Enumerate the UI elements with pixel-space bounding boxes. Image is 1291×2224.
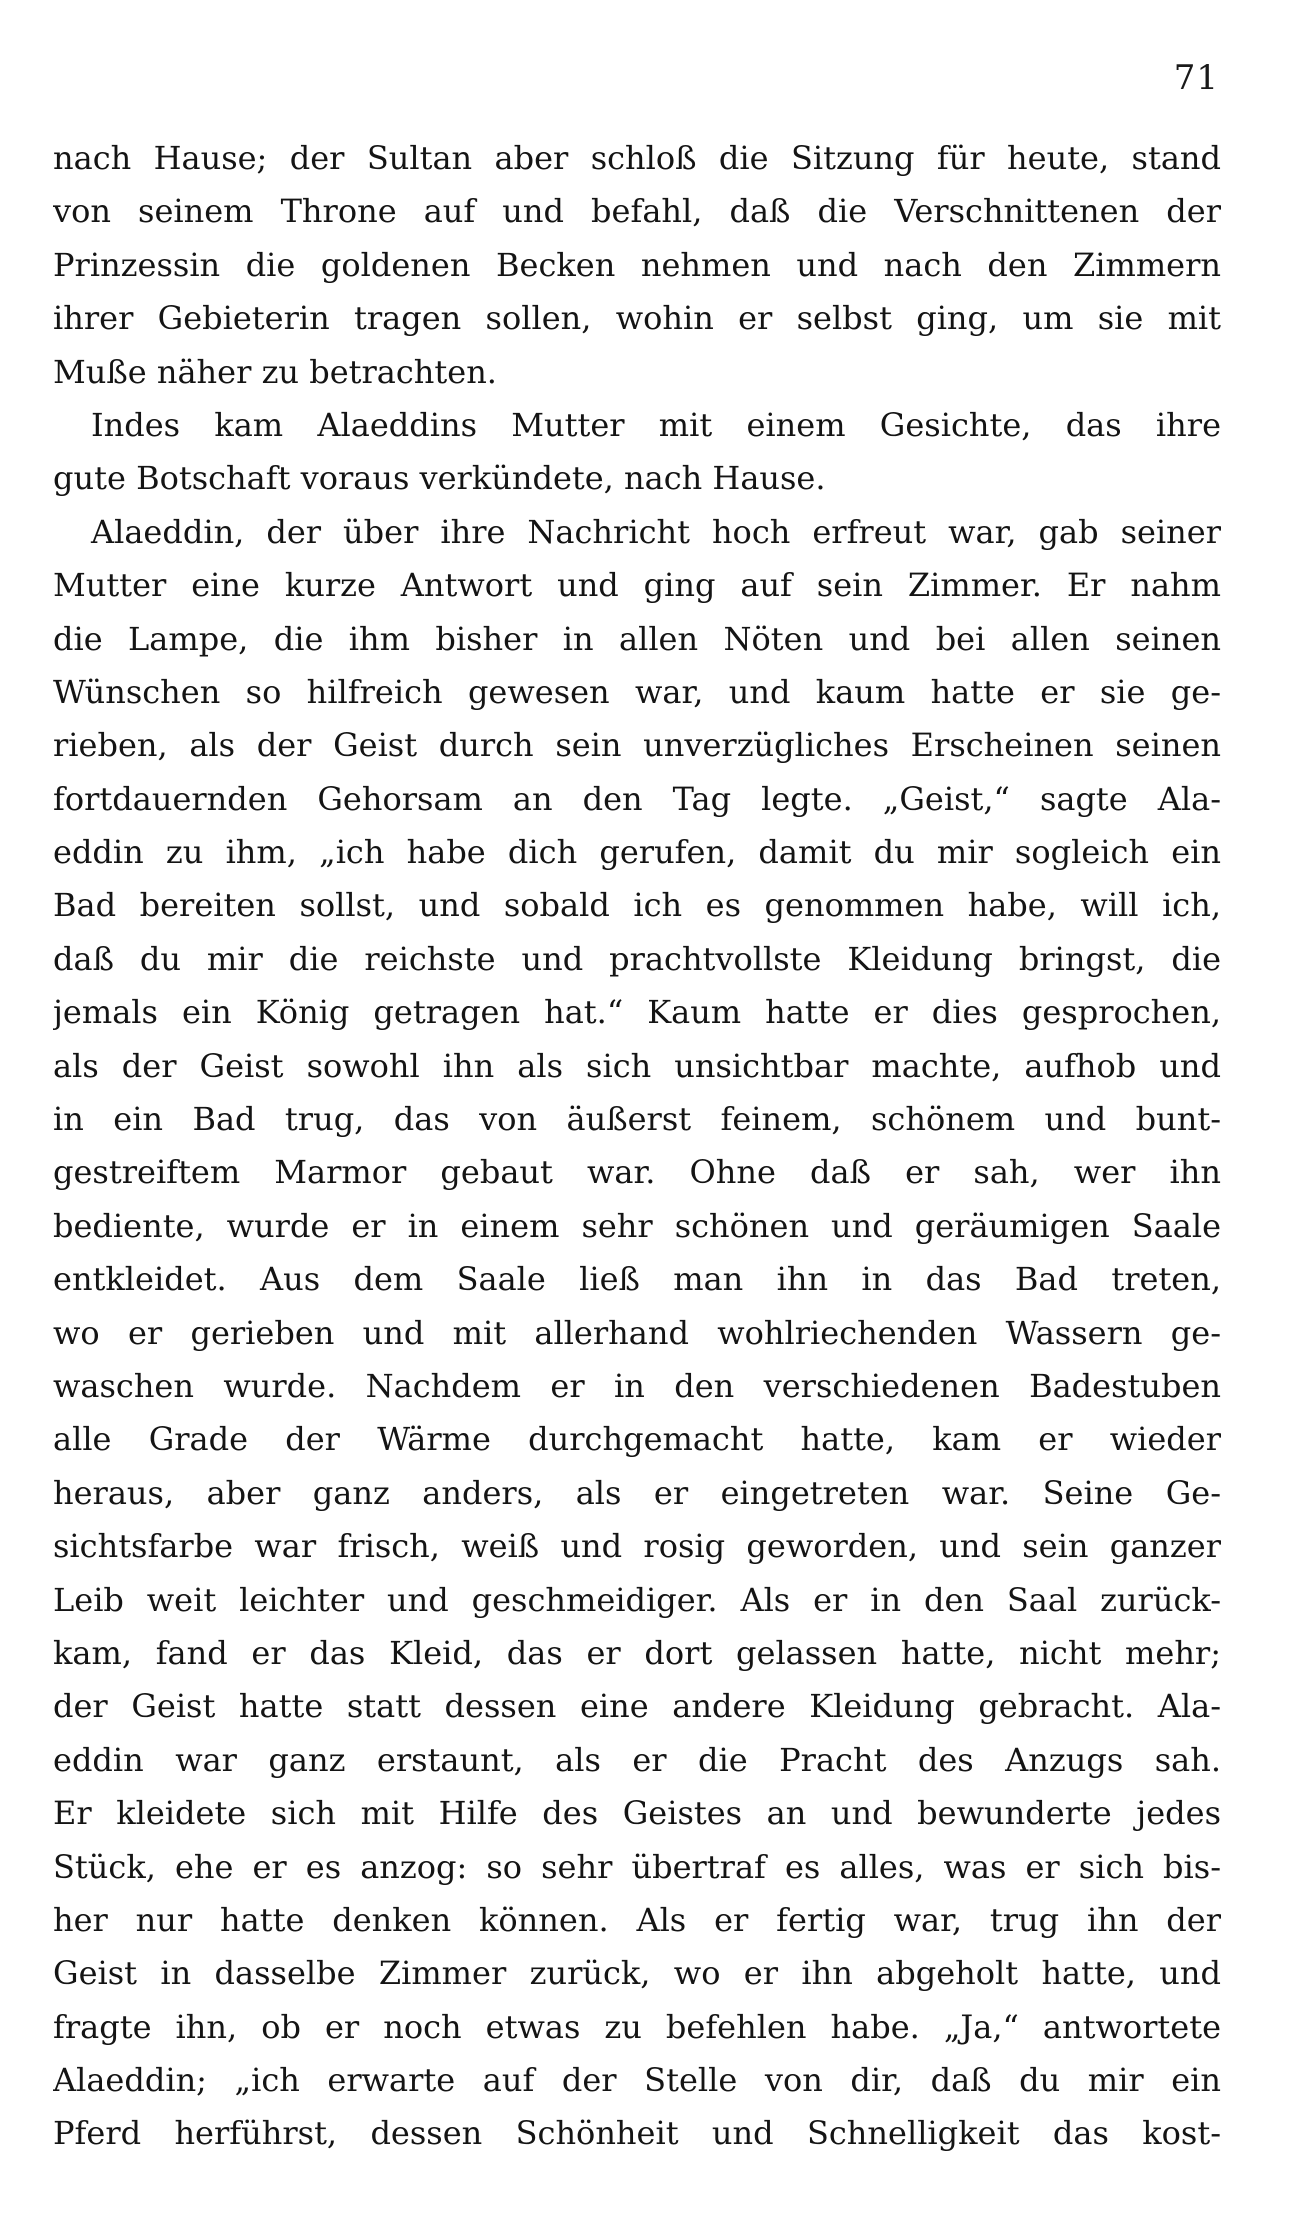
text-line: von seinem Throne auf und befahl, daß die Verschnittenen der: [53, 192, 1221, 231]
text-line: waschen wurde. Nachdem er in den verschiedenen Badestuben: [53, 1366, 1221, 1405]
text-line: ihrer Gebieterin tragen sollen, wohin er selbst ging, um sie mit: [53, 299, 1221, 338]
text-line: alle Grade der Wärme durchgemacht hatte, kam er wieder: [53, 1420, 1221, 1459]
text-line: Muße näher zu betrachten.: [53, 352, 497, 391]
text-line: kam, fand er das Kleid, das er dort gelassen hatte, nicht mehr;: [53, 1633, 1221, 1672]
text-line: gestreiftem Marmor gebaut war. Ohne daß er sah, wer ihn: [53, 1153, 1221, 1192]
text-line: entkleidet. Aus dem Saale ließ man ihn in das Bad treten,: [53, 1260, 1221, 1299]
text-line: Alaeddin, der über ihre Nachricht hoch erfreut war, gab seiner: [91, 512, 1221, 551]
text-line: Bad bereiten sollst, und sobald ich es genommen habe, will ich,: [53, 886, 1221, 925]
text-line: Geist in dasselbe Zimmer zurück, wo er ihn abgeholt hatte, und: [53, 1954, 1221, 1993]
text-line: eddin zu ihm, „ich habe dich gerufen, damit du mir sogleich ein: [53, 833, 1221, 872]
text-line: daß du mir die reichste und prachtvollste Kleidung bringst, die: [53, 939, 1221, 978]
text-line: die Lampe, die ihm bisher in allen Nöten und bei allen seinen: [53, 619, 1221, 658]
text-line: sichtsfarbe war frisch, weiß und rosig geworden, und sein ganzer: [53, 1527, 1221, 1566]
text-line: fragte ihn, ob er noch etwas zu befehlen habe. „Ja,“ antwortete: [53, 2007, 1221, 2046]
text-line: fortdauernden Gehorsam an den Tag legte. „Geist,“ sagte Ala-: [53, 779, 1221, 818]
text-line: Leib weit leichter und geschmeidiger. Als er in den Saal zurück-: [53, 1580, 1221, 1619]
text-line: Er kleidete sich mit Hilfe des Geistes an und bewunderte jedes: [53, 1794, 1221, 1833]
text-line: eddin war ganz erstaunt, als er die Pracht des Anzugs sah.: [53, 1740, 1221, 1779]
text-line: her nur hatte denken können. Als er fertig war, trug ihn der: [53, 1900, 1221, 1939]
text-line: Mutter eine kurze Antwort und ging auf sein Zimmer. Er nahm: [53, 566, 1221, 605]
text-line: Stück, ehe er es anzog: so sehr übertraf es alles, was er sich bis-: [53, 1847, 1221, 1886]
text-line: wo er gerieben und mit allerhand wohlriechenden Wassern ge-: [53, 1313, 1221, 1352]
text-line: heraus, aber ganz anders, als er eingetreten war. Seine Ge-: [53, 1473, 1221, 1512]
text-line: bediente, wurde er in einem sehr schönen und geräumigen Saale: [53, 1206, 1221, 1245]
text-line: als der Geist sowohl ihn als sich unsichtbar machte, aufhob und: [53, 1046, 1221, 1085]
text-line: Pferd herführst, dessen Schönheit und Schnelligkeit das kost-: [53, 2114, 1221, 2153]
body-text: [53, 132, 1221, 2161]
text-line: rieben, als der Geist durch sein unverzügliches Erscheinen seinen: [53, 726, 1221, 765]
text-line: Wünschen so hilfreich gewesen war, und kaum hatte er sie ge-: [53, 672, 1221, 711]
text-line: Prinzessin die goldenen Becken nehmen und nach den Zimmern: [53, 245, 1221, 284]
text-line: Indes kam Alaeddins Mutter mit einem Gesichte, das ihre: [91, 405, 1221, 444]
text-line: nach Hause; der Sultan aber schloß die Sitzung für heute, stand: [53, 139, 1221, 177]
page-number: 71: [1173, 58, 1219, 98]
text-line: gute Botschaft voraus verkündete, nach Hause.: [53, 459, 826, 498]
text-line: jemals ein König getragen hat.“ Kaum hatte er dies gesprochen,: [53, 993, 1221, 1032]
text-line: der Geist hatte statt dessen eine andere Kleidung gebracht. Ala-: [53, 1687, 1221, 1726]
text-line: Alaeddin; „ich erwarte auf der Stelle von dir, daß du mir ein: [53, 2061, 1221, 2100]
text-line: in ein Bad trug, das von äußerst feinem, schönem und bunt-: [53, 1100, 1221, 1139]
